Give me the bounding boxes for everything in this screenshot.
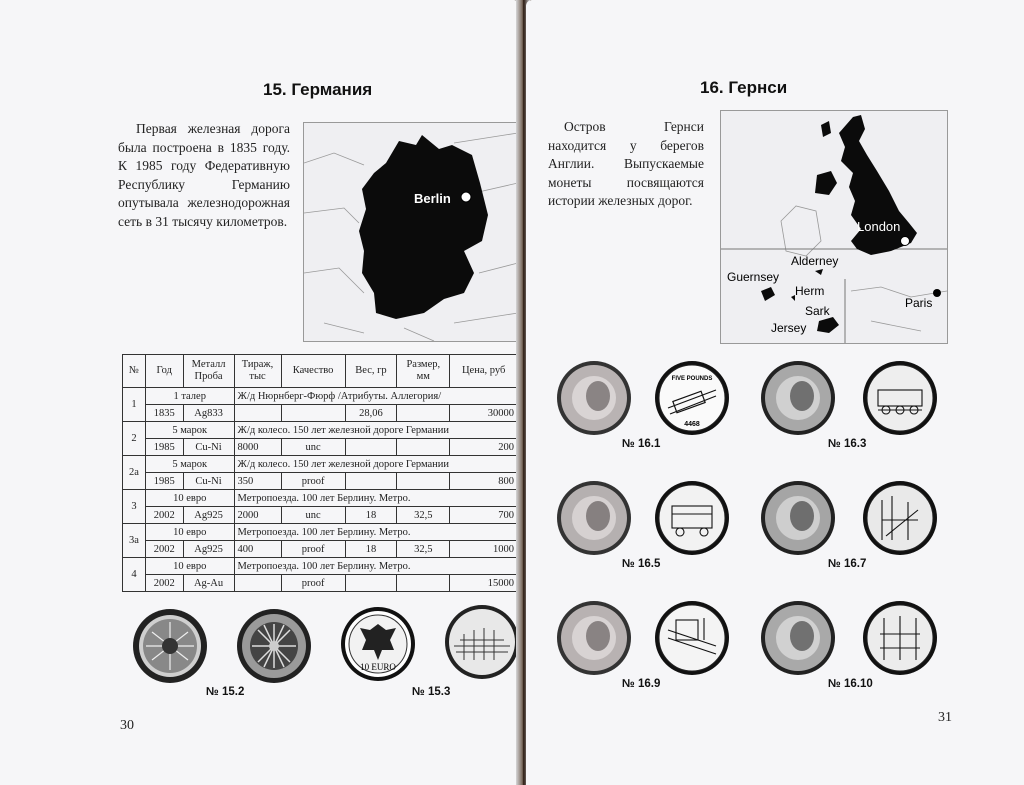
cell-denomination: 1 талер: [145, 388, 234, 405]
coin-train-reverse: [862, 480, 938, 556]
coin-train-reverse: [862, 600, 938, 676]
col-header: Вес, гр: [345, 355, 397, 388]
cell-weight: [345, 439, 397, 456]
cell-mintage: 2000: [234, 507, 281, 524]
cell-year: 2002: [145, 575, 183, 592]
intro-paragraph: Первая железная дорога была построена в 1835 году. К 1985 году Федеративную Республику Германию опутывала железнодорожная сеть в 31 тысячу километров.: [118, 121, 290, 229]
britain-shape: [839, 115, 917, 255]
cell-quality: unc: [281, 439, 345, 456]
coin-wheel: [236, 608, 312, 684]
coin-queen-obverse: [760, 360, 836, 436]
page-number: 31: [938, 710, 952, 725]
cell-metal: Cu-Ni: [183, 439, 234, 456]
coin-legend: FIVE POUNDS: [671, 376, 713, 382]
table-header-row: [123, 355, 518, 388]
cell-metal: Ag925: [183, 507, 234, 524]
cell-denomination: 5 марок: [145, 456, 234, 473]
london-marker: [901, 237, 910, 246]
cell-year: 2002: [145, 541, 183, 558]
guernsey-island: [761, 287, 775, 301]
cell-denomination: 10 евро: [145, 490, 234, 507]
page-title: 15. Германия: [263, 80, 373, 99]
cell-denomination: 10 евро: [145, 524, 234, 541]
col-header: Тираж, тыс: [234, 355, 281, 388]
cell-price: 1000: [450, 541, 518, 558]
cell-quality: proof: [281, 575, 345, 592]
coin-queen-obverse: [760, 600, 836, 676]
table-row: [123, 490, 518, 507]
intro-paragraph: Остров Гернси находится у берегов Англии. Выпускаемые монеты посвящаются истории железных дорог.: [548, 119, 704, 208]
coin-queen-obverse: [556, 600, 632, 676]
cell-price: 800: [450, 473, 518, 490]
cell-year: 2002: [145, 507, 183, 524]
coin-table: [122, 354, 518, 592]
cell-description: Метропоезда. 100 лет Берлину. Метро.: [234, 490, 517, 507]
cell-description: Метропоезда. 100 лет Берлину. Метро.: [234, 524, 517, 541]
germany-map: [303, 122, 519, 342]
cell-weight: 18: [345, 541, 397, 558]
page-number: 30: [120, 718, 134, 733]
cell-number: 4: [123, 558, 146, 592]
cell-metal: Ag-Au: [183, 575, 234, 592]
germany-shape: [359, 135, 488, 319]
col-header: Металл Проба: [183, 355, 234, 388]
col-header: №: [123, 355, 146, 388]
jersey-island: [817, 317, 839, 333]
table-row: [123, 541, 518, 558]
cell-price: 30000: [450, 405, 518, 422]
table-row: [123, 405, 518, 422]
cell-price: 15000: [450, 575, 518, 592]
cell-mintage: 350: [234, 473, 281, 490]
page-title: 16. Гернси: [700, 78, 788, 97]
coin-metro: [444, 604, 520, 680]
table-row: [123, 473, 518, 490]
cell-weight: 28,06: [345, 405, 397, 422]
coin-caption: № 16.9: [622, 678, 661, 690]
map-label-sark: Sark: [805, 304, 830, 318]
cell-mintage: [234, 405, 281, 422]
map-label-alderney: Alderney: [791, 254, 839, 268]
berlin-marker: [461, 192, 471, 202]
cell-size: [397, 575, 450, 592]
cell-description: Ж/д колесо. 150 лет железной дороге Германии: [234, 456, 517, 473]
right-page: [526, 0, 1024, 785]
cell-metal: Cu-Ni: [183, 473, 234, 490]
coin-caption: № 16.10: [828, 678, 873, 690]
map-label-guernsey: Guernsey: [727, 270, 780, 284]
cell-year: 1985: [145, 439, 183, 456]
cell-weight: [345, 473, 397, 490]
cell-number: 3: [123, 490, 146, 524]
map-label-herm: Herm: [795, 284, 825, 298]
cell-weight: [345, 575, 397, 592]
cell-size: [397, 439, 450, 456]
coin-caption: № 16.1: [622, 438, 661, 450]
coin-train-reverse: [862, 360, 938, 436]
map-label-london: London: [857, 219, 901, 234]
cell-quality: proof: [281, 473, 345, 490]
coin-eagle-obverse: [132, 608, 208, 684]
coin-queen-obverse: [556, 480, 632, 556]
table-body: [123, 388, 518, 592]
cell-year: 1985: [145, 473, 183, 490]
coin-caption: № 15.3: [412, 686, 451, 698]
cell-description: Ж/д Нюрнберг-Фюрф /Атрибуты. Аллегория/: [234, 388, 517, 405]
col-header: Год: [145, 355, 183, 388]
cell-size: 32,5: [397, 507, 450, 524]
cell-number: 2a: [123, 456, 146, 490]
coin-train-reverse: [654, 480, 730, 556]
cell-size: [397, 405, 450, 422]
table-row: [123, 456, 518, 473]
coin-denomination: 10 EURO: [360, 662, 396, 672]
col-header: Цена, руб: [450, 355, 518, 388]
col-header: Размер, мм: [397, 355, 450, 388]
cell-mintage: 8000: [234, 439, 281, 456]
col-header: Качество: [281, 355, 345, 388]
coin-queen-obverse: [556, 360, 632, 436]
cell-size: [397, 473, 450, 490]
cell-quality: unc: [281, 507, 345, 524]
coin-10-euro-eagle: [340, 606, 416, 682]
cell-year: 1835: [145, 405, 183, 422]
table-row: [123, 507, 518, 524]
cell-number: 3a: [123, 524, 146, 558]
cell-denomination: 10 евро: [145, 558, 234, 575]
cell-weight: 18: [345, 507, 397, 524]
coin-train-reverse: [654, 600, 730, 676]
table-row: [123, 439, 518, 456]
table-row: [123, 575, 518, 592]
paris-marker: [933, 289, 941, 297]
coin-caption: № 16.5: [622, 558, 661, 570]
cell-description: Метропоезда. 100 лет Берлину. Метро.: [234, 558, 517, 575]
guernsey-map: [720, 110, 948, 344]
cell-size: 32,5: [397, 541, 450, 558]
cell-quality: [281, 405, 345, 422]
cell-description: Ж/д колесо. 150 лет железной дороге Германии: [234, 422, 517, 439]
coin-queen-obverse: [760, 480, 836, 556]
cell-price: 700: [450, 507, 518, 524]
cell-quality: proof: [281, 541, 345, 558]
coin-number: 4468: [684, 421, 700, 428]
cell-number: 2: [123, 422, 146, 456]
table-row: [123, 422, 518, 439]
cell-metal: Ag925: [183, 541, 234, 558]
coin-five-pounds-train: [654, 360, 730, 436]
cell-metal: Ag833: [183, 405, 234, 422]
cell-price: 200: [450, 439, 518, 456]
map-label-paris: Paris: [905, 296, 933, 310]
table-row: [123, 388, 518, 405]
map-label-berlin: Berlin: [414, 191, 451, 206]
coin-caption: № 16.3: [828, 438, 867, 450]
table-row: [123, 524, 518, 541]
coin-caption: № 16.7: [828, 558, 867, 570]
cell-mintage: [234, 575, 281, 592]
cell-denomination: 5 марок: [145, 422, 234, 439]
table-row: [123, 558, 518, 575]
map-label-jersey: Jersey: [771, 321, 807, 335]
coin-caption: № 15.2: [206, 686, 245, 698]
cell-mintage: 400: [234, 541, 281, 558]
cell-number: 1: [123, 388, 146, 422]
